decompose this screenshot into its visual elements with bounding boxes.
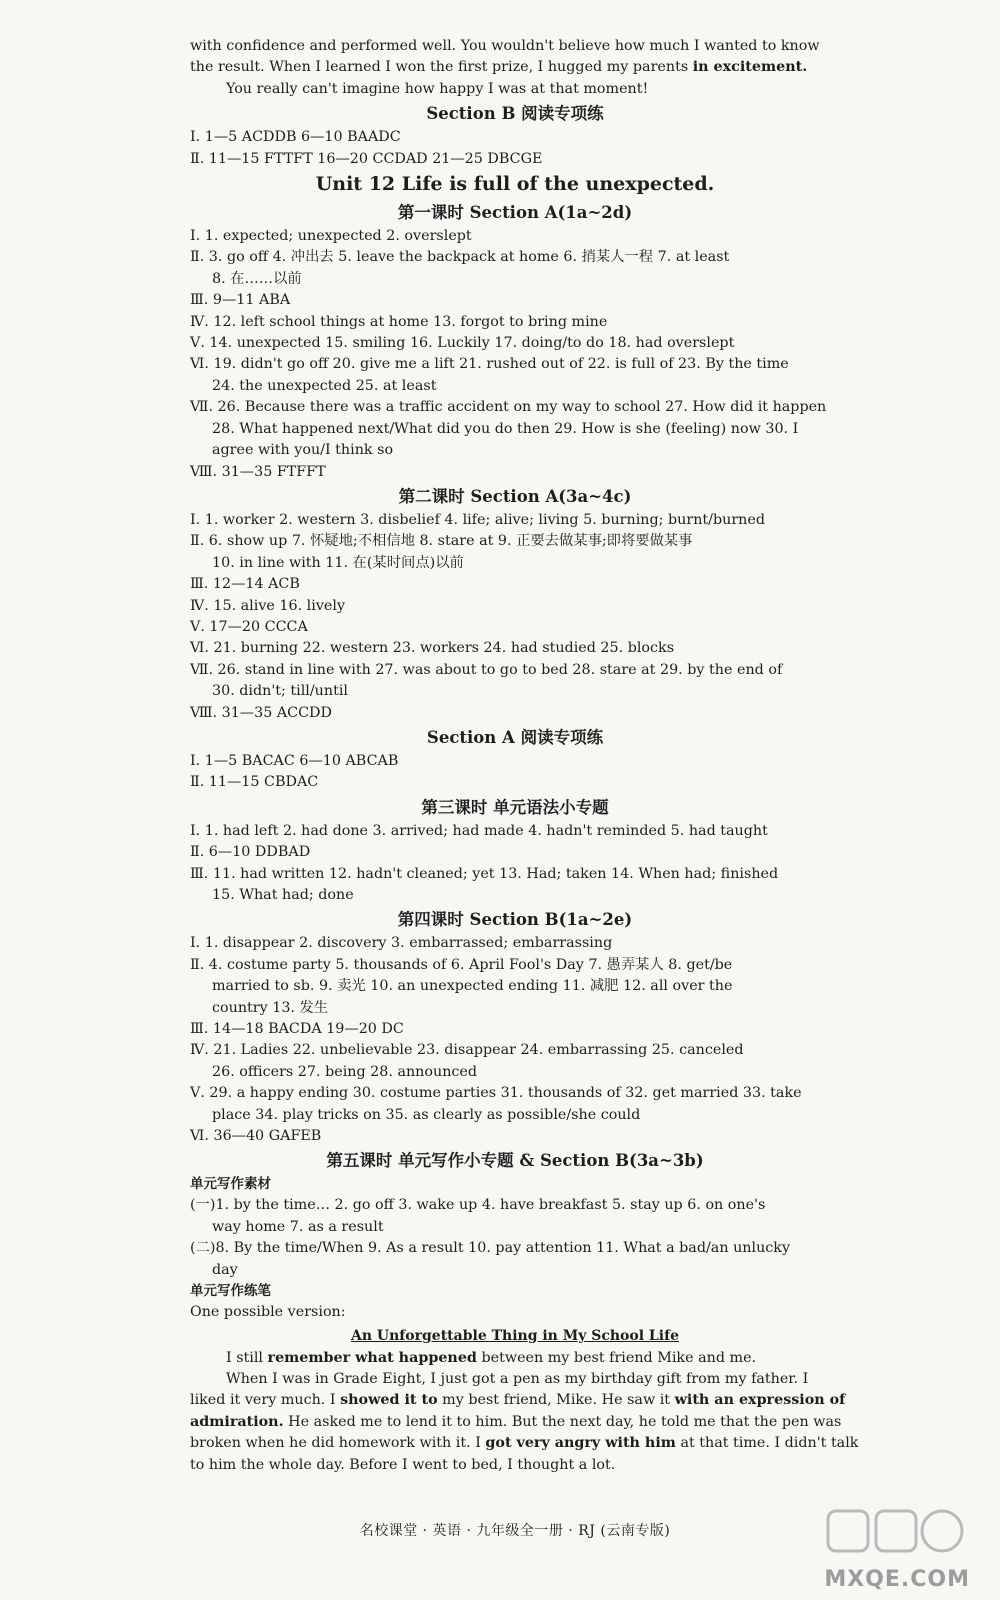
essay-line: to him the whole day. Before I went to bed, I thought a lot. (190, 1456, 616, 1473)
unit-title: Unit 12 Life is full of the unexpected. (315, 173, 715, 196)
answer-line: Ⅳ. 15. alive 16. lively (190, 597, 346, 614)
possible-version-label: One possible version: (190, 1304, 346, 1321)
answer-line: Ⅱ. 6—10 DDBAD (190, 844, 311, 861)
answer-line: Ⅶ. 26. Because there was a traffic accident on my way to school 27. How did it happen (190, 399, 827, 416)
writing-material-label: 单元写作素材 (190, 1176, 271, 1193)
answer-line: way home 7. as a result (212, 1218, 384, 1235)
essay-line: When I was in Grade Eight, I just got a pen as my birthday gift from my father. I (226, 1370, 809, 1387)
answer-line: agree with you/I think so (212, 442, 394, 459)
answer-line: Ⅷ. 31—35 ACCDD (190, 704, 332, 721)
answer-line: 30. didn't; till/until (212, 683, 348, 700)
answer-line: Ⅴ. 14. unexpected 15. smiling 16. Luckily 17. doing/to do 18. had overslept (190, 335, 735, 352)
lesson-2-title: 第二课时 Section A(3a~4c) (398, 486, 632, 506)
answer-line: country 13. 发生 (212, 999, 329, 1016)
answer-line: Ⅲ. 12—14 ACB (190, 576, 300, 593)
answer-line: Ⅴ. 29. a happy ending 30. costume parties 31. thousands of 32. get married 33. take (190, 1085, 802, 1102)
answer-line: Ⅲ. 11. had written 12. hadn't cleaned; yet 13. Had; taken 14. When had; finished (190, 865, 779, 882)
essay-line: admiration. He asked me to lend it to him. But the next day, he told me that the pen was (190, 1413, 842, 1430)
answer-line: Ⅱ. 6. show up 7. 怀疑地;不相信地 8. stare at 9. 正要去做某事;即将要做某事 (190, 533, 693, 550)
answer-line: Ⅱ. 3. go off 4. 冲出去 5. leave the backpack at home 6. 捎某人一程 7. at least (190, 249, 730, 266)
answer-line: Ⅰ. 1. disappear 2. discovery 3. embarrassed; embarrassing (190, 935, 613, 952)
intro-line-3: You really can't imagine how happy I was at that moment! (226, 80, 649, 97)
lesson-4-title: 第四课时 Section B(1a~2e) (397, 910, 633, 930)
answer-line: Ⅳ. 21. Ladies 22. unbelievable 23. disappear 24. embarrassing 25. canceled (190, 1042, 744, 1059)
answer-line: Ⅵ. 36—40 GAFEB (190, 1128, 322, 1145)
answer-line: Ⅰ. 1. had left 2. had done 3. arrived; had made 4. hadn't reminded 5. had taught (190, 822, 768, 839)
answer-line: Ⅱ. 4. costume party 5. thousands of 6. April Fool's Day 7. 愚弄某人 8. get/be (190, 956, 733, 973)
intro-line-2: the result. When I learned I won the first prize, I hugged my parents in excitement. (190, 59, 808, 76)
answer-line: Ⅰ. 1—5 BACAC 6—10 ABCAB (190, 752, 399, 769)
answer-line: (二)8. By the time/When 9. As a result 10. pay attention 11. What a bad/an unlucky (190, 1240, 791, 1257)
essay-line: broken when he did homework with it. I got very angry with him at that time. I didn't talk (190, 1435, 859, 1452)
answer-line: day (212, 1261, 238, 1278)
watermark-text: MXQE.COM (824, 1567, 970, 1592)
intro-line-1: with confidence and performed well. You wouldn't believe how much I wanted to know (190, 38, 820, 54)
answer-line: 24. the unexpected 25. at least (212, 377, 437, 394)
essay-title: An Unforgettable Thing in My School Life (350, 1327, 680, 1344)
lesson-5-title: 第五课时 单元写作小专题 & Section B(3a~3b) (326, 1151, 704, 1171)
answer-line: Ⅰ. 1. worker 2. western 3. disbelief 4. life; alive; living 5. burning; burnt/burned (190, 511, 765, 528)
answer-line: Ⅳ. 12. left school things at home 13. forgot to bring mine (190, 313, 608, 330)
answer-line: 15. What had; done (212, 887, 354, 903)
answer-line: Ⅴ. 17—20 CCCA (190, 618, 308, 635)
answer-line: Ⅱ. 11—15 FTTFT 16—20 CCDAD 21—25 DBCGE (190, 150, 543, 167)
section-b-reading-title: Section B 阅读专项练 (426, 104, 604, 124)
answer-line: (一)1. by the time… 2. go off 3. wake up 4. have breakfast 5. stay up 6. on one's (190, 1197, 766, 1214)
answer-line: Ⅶ. 26. stand in line with 27. was about to go to bed 28. stare at 29. by the end of (190, 661, 783, 678)
answer-line: Ⅵ. 21. burning 22. western 23. workers 24. had studied 25. blocks (190, 640, 675, 657)
answer-line: 28. What happened next/What did you do then 29. How is she (feeling) now 30. I (212, 420, 799, 437)
answer-line: Ⅰ. 1. expected; unexpected 2. overslept (190, 228, 472, 245)
answer-line: Ⅰ. 1—5 ACDDB 6—10 BAADC (190, 129, 401, 146)
answer-page (190, 36, 859, 1476)
lesson-3-title: 第三课时 单元语法小专题 (421, 797, 609, 817)
answer-line: Ⅱ. 11—15 CBDAC (190, 774, 319, 791)
answer-line: 26. officers 27. being 28. announced (212, 1063, 478, 1080)
essay-line: liked it very much. I showed it to my best friend, Mike. He saw it with an expression of (190, 1392, 846, 1409)
page-footer: 名校课堂 · 英语 · 九年级全一册 · RJ (云南专版) (359, 1523, 671, 1539)
section-a-reading-title: Section A 阅读专项练 (426, 727, 604, 747)
answer-line: Ⅵ. 19. didn't go off 20. give me a lift 21. rushed out of 22. is full of 23. By the time (190, 356, 789, 373)
intro-bold-phrase: in excitement. (692, 59, 808, 76)
answer-line: 10. in line with 11. 在(某时间点)以前 (212, 554, 464, 571)
answer-line: Ⅲ. 9—11 ABA (190, 292, 291, 309)
answer-line: married to sb. 9. 卖光 10. an unexpected ending 11. 减肥 12. all over the (212, 978, 733, 995)
answer-line: 8. 在……以前 (212, 270, 302, 287)
lesson-1-title: 第一课时 Section A(1a~2d) (397, 203, 633, 223)
essay-line: I still remember what happened between my best friend Mike and me. (226, 1349, 757, 1366)
writing-practice-label: 单元写作练笔 (190, 1283, 271, 1300)
answer-line: Ⅷ. 31—35 FTFFT (190, 463, 326, 480)
answer-line: Ⅲ. 14—18 BACDA 19—20 DC (190, 1021, 404, 1038)
answer-line: place 34. play tricks on 35. as clearly as possible/she could (212, 1106, 641, 1123)
